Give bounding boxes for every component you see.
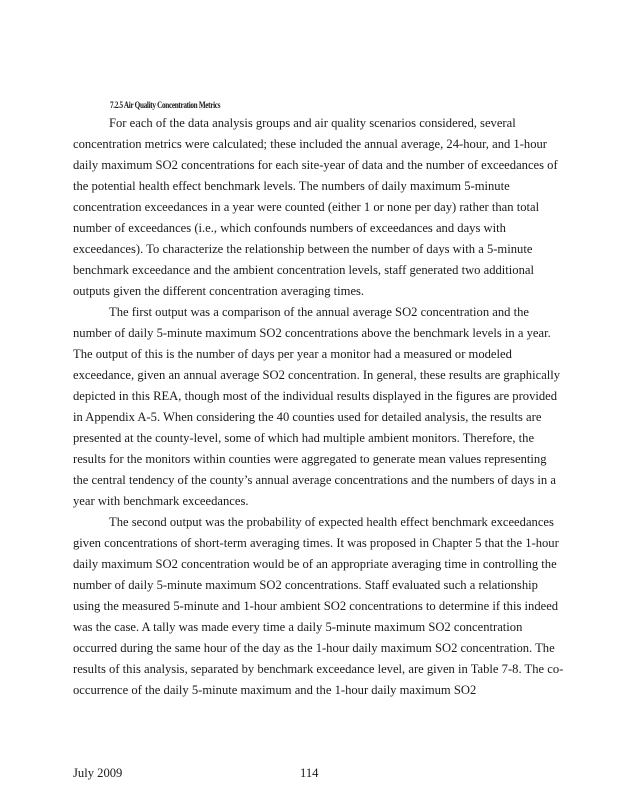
section-heading: 7.2.5 Air Quality Concentration Metrics — [110, 100, 221, 110]
paragraph-concentration-metrics: For each of the data analysis groups and air quality scenarios considered, several concentration metrics were calculated; these included the annual average, 24-hour, and 1-hour daily maximum SO2 concentrations for each site-year of data and the number of exceedances of the potential health effect benchmark levels. The numbers of daily maximum 5-minute concentration exceedances in a year were counted (either 1 or none per day) rather than total number of exceedances (i.e., which confounds numbers of exceedances and days with exceedances). To characterize the relationship between the number of days with a 5-minute benchmark exceedance and the ambient concentration levels, staff generated two additional outputs given the different concentration averaging times. — [73, 116, 558, 298]
footer-date: July 2009 — [73, 766, 123, 780]
paragraph-first-output: The first output was a comparison of the annual average SO2 concentration and the number of daily 5-minute maximum SO2 concentrations above the benchmark levels in a year. The output of this is the number of days per year a monitor had a measured or modeled exceedance, given an annual average SO2 concentration. In general, these results are graphically depicted in this REA, though most of the individual results displayed in the figures are provided in Appendix A-5. When considering the 40 counties used for detailed analysis, the results are presented at the county-level, some of which had multiple ambient monitors. Therefore, the results for the monitors within counties were aggregated to generate mean values representing the central tendency of the county’s annual average concentrations and the numbers of days in a year with benchmark exceedances. — [73, 305, 561, 508]
body-text — [73, 113, 565, 701]
paragraph-second-output: The second output was the probability of expected health effect benchmark exceedances given concentrations of short-term averaging times. It was proposed in Chapter 5 that the 1-hour daily maximum SO2 concentration would be of an appropriate averaging time in controlling the number of daily 5-minute maximum SO2 concentrations. Staff evaluated such a relationship using the measured 5-minute and 1-hour ambient SO2 concentrations to determine if this indeed was the case. A tally was made every time a daily 5-minute maximum SO2 concentration occurred during the same hour of the day as the 1-hour daily maximum SO2 concentration. The results of this analysis, separated by benchmark exceedance level, are given in Table 7-8. The co-occurrence of the daily 5-minute maximum and the 1-hour daily maximum SO2 — [73, 515, 564, 697]
page-number: 114 — [300, 766, 319, 780]
